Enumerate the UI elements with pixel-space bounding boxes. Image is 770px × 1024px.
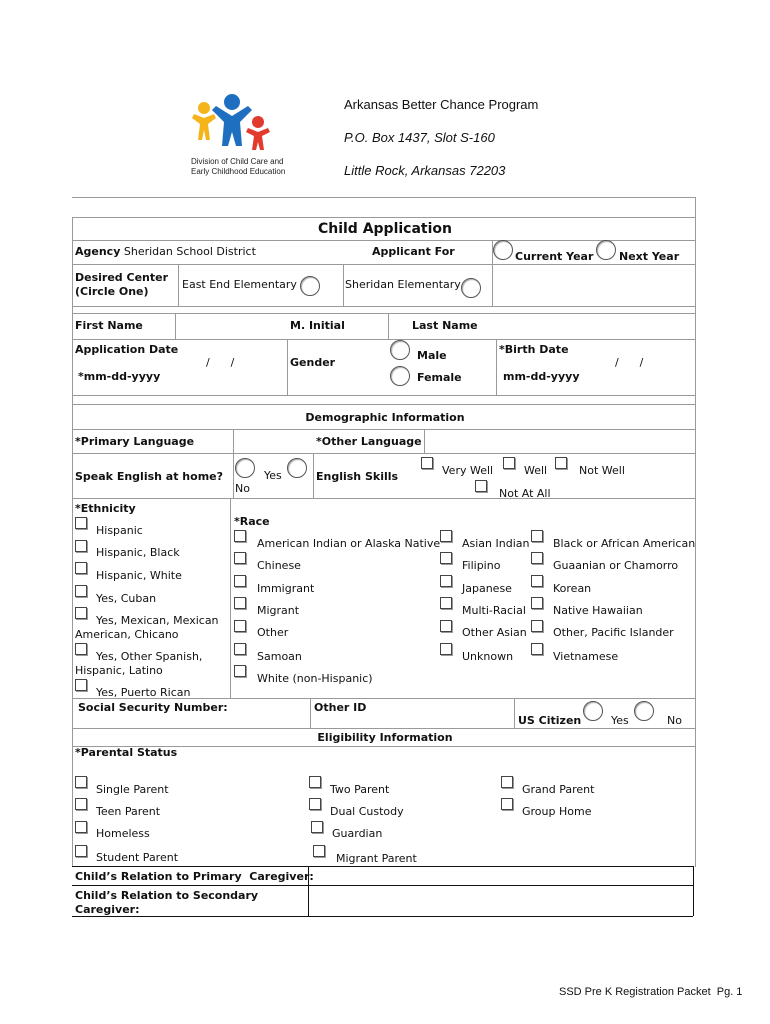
application-date-label: Application Date [75, 343, 179, 356]
hispanic-checkbox[interactable] [75, 517, 87, 529]
secondary-relation-label-2: Caregiver: [75, 903, 140, 916]
current-year-label: Current Year [515, 250, 594, 263]
speak-english-no-radio[interactable] [287, 458, 307, 478]
first-name-label: First Name [75, 319, 143, 332]
city-address: Little Rock, Arkansas 72203 [344, 163, 506, 178]
filipino-label: Filipino [462, 559, 501, 572]
form-title: Child Application [317, 221, 453, 237]
us-citizen-no-label: No [667, 714, 682, 727]
current-year-radio[interactable] [493, 240, 513, 260]
secondary-relation-input[interactable] [310, 886, 692, 915]
primary-relation-label: Child’s Relation to Primary Caregiver: [75, 870, 314, 883]
parental-status-label: *Parental Status [75, 746, 178, 759]
yes-puerto-rican-checkbox[interactable] [75, 679, 87, 691]
primary-language-input[interactable] [234, 430, 312, 452]
japanese-label: Japanese [462, 582, 512, 595]
us-citizen-yes-radio[interactable] [583, 701, 603, 721]
ssn-label: Social Security Number: [78, 701, 228, 714]
other-race-checkbox[interactable] [234, 620, 246, 632]
chinese-label: Chinese [257, 559, 301, 572]
well-label: Well [524, 464, 548, 477]
last-name-label: Last Name [412, 319, 478, 332]
korean-checkbox[interactable] [531, 575, 543, 587]
male-label: Male [417, 349, 447, 362]
black-checkbox[interactable] [531, 530, 543, 542]
race-label: *Race [234, 515, 270, 528]
next-year-label: Next Year [619, 250, 680, 263]
next-year-radio[interactable] [596, 240, 616, 260]
multi-racial-checkbox[interactable] [440, 597, 452, 609]
yes-mexican-label-2: American, Chicano [75, 628, 179, 641]
samoan-checkbox[interactable] [234, 643, 246, 655]
other-pacific-checkbox[interactable] [531, 620, 543, 632]
unknown-label: Unknown [462, 650, 514, 663]
m-initial-label: M. Initial [290, 319, 345, 332]
secondary-relation-label: Child’s Relation to Secondary [75, 889, 259, 902]
vietnamese-checkbox[interactable] [531, 643, 543, 655]
logo-text-line2: Early Childhood Education [191, 167, 286, 176]
yes-cuban-checkbox[interactable] [75, 585, 87, 597]
center-option-east-end: East End Elementary [182, 278, 297, 291]
yes-mexican-label: Yes, Mexican, Mexican [96, 614, 219, 627]
single-parent-label: Single Parent [96, 783, 169, 796]
migrant-label: Migrant [257, 604, 300, 617]
yes-other-spanish-label: Yes, Other Spanish, [96, 650, 203, 663]
migrant-parent-checkbox[interactable] [313, 845, 325, 857]
us-citizen-yes-label: Yes [611, 714, 629, 727]
us-citizen-no-radio[interactable] [634, 701, 654, 721]
not-at-all-checkbox[interactable] [475, 480, 487, 492]
filipino-checkbox[interactable] [440, 552, 452, 564]
applicant-for-label: Applicant For [372, 245, 455, 258]
samoan-label: Samoan [257, 650, 302, 663]
other-language-input[interactable] [426, 430, 694, 452]
female-radio[interactable] [390, 366, 410, 386]
yes-other-spanish-checkbox[interactable] [75, 643, 87, 655]
center-option-sheridan: Sheridan Elementary [345, 278, 461, 291]
birth-date-input[interactable]: / / [615, 356, 644, 369]
asian-indian-checkbox[interactable] [440, 530, 452, 542]
other-race-label: Other [257, 626, 289, 639]
birth-date-format: mm-dd-yyyy [503, 370, 580, 383]
asian-indian-label: Asian Indian [462, 537, 530, 550]
po-box: P.O. Box 1437, Slot S-160 [344, 130, 495, 145]
vietnamese-label: Vietnamese [553, 650, 619, 663]
east-end-radio[interactable] [300, 276, 320, 296]
hispanic-black-checkbox[interactable] [75, 540, 87, 552]
not-at-all-label: Not At All [499, 487, 551, 500]
immigrant-label: Immigrant [257, 582, 315, 595]
application-date-input[interactable]: / / [206, 356, 235, 369]
chinese-checkbox[interactable] [234, 552, 246, 564]
teen-parent-checkbox[interactable] [75, 798, 87, 810]
ethnicity-label: *Ethnicity [75, 502, 136, 515]
other-pacific-label: Other, Pacific Islander [553, 626, 674, 639]
two-parent-label: Two Parent [330, 783, 390, 796]
speak-english-yes-label: Yes [264, 469, 282, 482]
black-label: Black or African American [553, 537, 696, 550]
homeless-label: Homeless [96, 827, 150, 840]
american-indian-label: American Indian or Alaska Native [257, 537, 441, 550]
grand-parent-checkbox[interactable] [501, 776, 513, 788]
program-name: Arkansas Better Chance Program [344, 97, 539, 112]
group-home-label: Group Home [522, 805, 592, 818]
desired-center-label: Desired Center [75, 271, 169, 284]
yes-puerto-rican-label: Yes, Puerto Rican [96, 686, 191, 699]
footer-text: SSD Pre K Registration Packet Pg. 1 [559, 986, 743, 998]
yes-other-spanish-label-2: Hispanic, Latino [75, 664, 163, 677]
first-name-input[interactable] [177, 314, 285, 338]
student-parent-label: Student Parent [96, 851, 179, 864]
white-label: White (non-Hispanic) [257, 672, 373, 685]
american-indian-checkbox[interactable] [234, 530, 246, 542]
agency-value: Sheridan School District [123, 245, 256, 258]
english-skills-label: English Skills [316, 470, 399, 483]
very-well-checkbox[interactable] [421, 457, 433, 469]
other-asian-checkbox[interactable] [440, 620, 452, 632]
native-hawaiian-label: Native Hawaiian [553, 604, 643, 617]
demographic-title: Demographic Information [305, 411, 465, 424]
teen-parent-label: Teen Parent [96, 805, 161, 818]
eligibility-title: Eligibility Information [317, 731, 453, 744]
not-well-label: Not Well [579, 464, 625, 477]
korean-label: Korean [553, 582, 592, 595]
homeless-checkbox[interactable] [75, 821, 87, 833]
not-well-checkbox[interactable] [555, 457, 567, 469]
yes-cuban-label: Yes, Cuban [96, 592, 157, 605]
birth-date-label: *Birth Date [499, 343, 569, 356]
female-label: Female [417, 371, 462, 384]
single-parent-checkbox[interactable] [75, 776, 87, 788]
japanese-checkbox[interactable] [440, 575, 452, 587]
gender-label: Gender [290, 356, 336, 369]
native-hawaiian-checkbox[interactable] [531, 597, 543, 609]
yes-mexican-checkbox[interactable] [75, 607, 87, 619]
primary-language-label: *Primary Language [75, 435, 195, 448]
guardian-label: Guardian [332, 827, 383, 840]
sheridan-radio[interactable] [461, 278, 481, 298]
logo-text-line1: Division of Child Care and [191, 157, 284, 166]
hispanic-white-checkbox[interactable] [75, 562, 87, 574]
speak-english-no-label: No [235, 482, 250, 495]
well-checkbox[interactable] [503, 457, 515, 469]
other-id-label: Other ID [314, 701, 367, 714]
group-home-checkbox[interactable] [501, 798, 513, 810]
hispanic-white-label: Hispanic, White [96, 569, 182, 582]
agency-field[interactable] [75, 245, 256, 258]
male-radio[interactable] [390, 340, 410, 360]
us-citizen-label: US Citizen [518, 714, 582, 727]
dual-custody-checkbox[interactable] [309, 798, 321, 810]
hispanic-black-label: Hispanic, Black [96, 546, 180, 559]
other-asian-label: Other Asian [462, 626, 527, 639]
guamanian-checkbox[interactable] [531, 552, 543, 564]
speak-english-yes-radio[interactable] [235, 458, 255, 478]
guamanian-label: Guaanian or Chamorro [553, 559, 679, 572]
primary-relation-input[interactable] [310, 867, 692, 884]
migrant-checkbox[interactable] [234, 597, 246, 609]
hispanic-label: Hispanic [96, 524, 143, 537]
other-language-label: *Other Language [316, 435, 422, 448]
grand-parent-label: Grand Parent [522, 783, 595, 796]
guardian-checkbox[interactable] [311, 821, 323, 833]
immigrant-checkbox[interactable] [234, 575, 246, 587]
agency-label: Agency [75, 245, 121, 258]
speak-english-label: Speak English at home? [75, 470, 223, 483]
very-well-label: Very Well [442, 464, 494, 477]
circle-one-label: (Circle One) [75, 285, 149, 298]
white-checkbox[interactable] [234, 665, 246, 677]
multi-racial-label: Multi-Racial [462, 604, 526, 617]
application-date-format: *mm-dd-yyyy [78, 370, 161, 383]
unknown-checkbox[interactable] [440, 643, 452, 655]
dual-custody-label: Dual Custody [330, 805, 404, 818]
two-parent-checkbox[interactable] [309, 776, 321, 788]
migrant-parent-label: Migrant Parent [336, 852, 417, 865]
student-parent-checkbox[interactable] [75, 845, 87, 857]
